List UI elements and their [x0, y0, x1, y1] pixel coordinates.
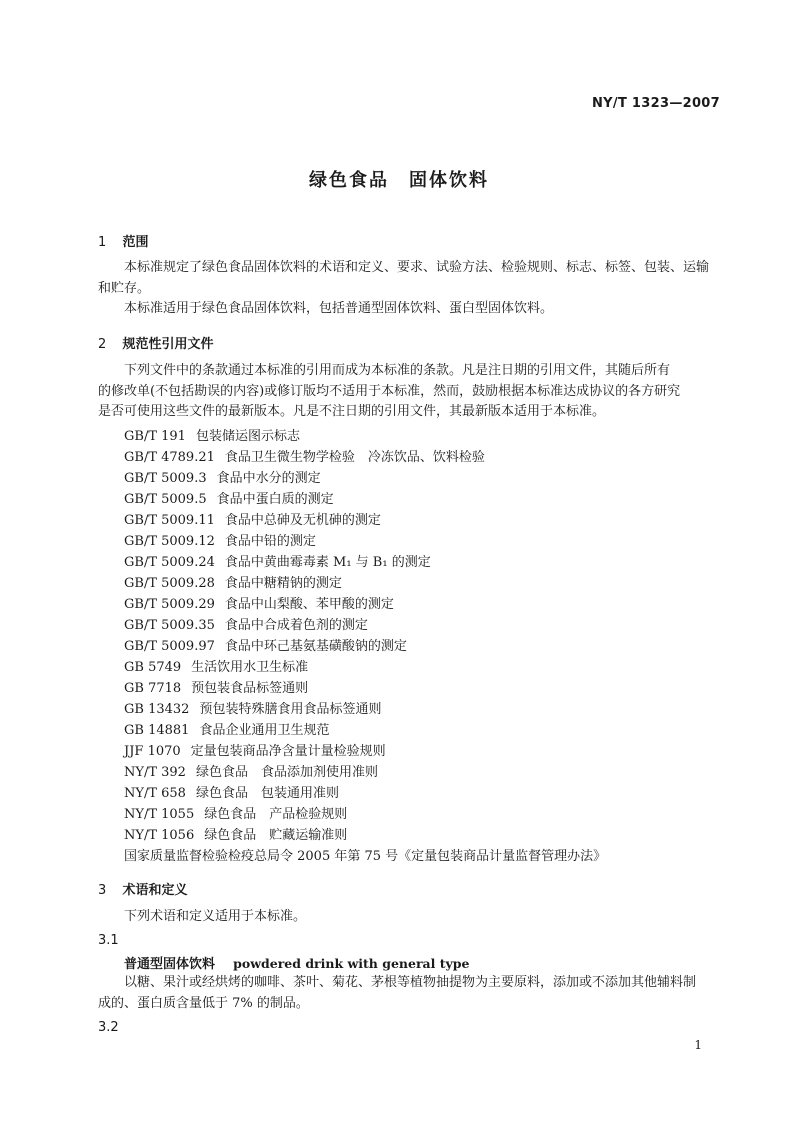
document-title: 绿色食品 固体饮料 — [309, 170, 489, 191]
reference-code: GB 13432 — [124, 702, 190, 717]
term-definition — [98, 973, 718, 1014]
reference-title: 食品中总砷及无机砷的测定 — [224, 513, 381, 528]
reference-title: 食品企业通用卫生规范 — [199, 723, 330, 738]
reference-item — [124, 468, 606, 489]
page-number: 1 — [694, 1038, 702, 1052]
text-line: 下列术语和定义适用于本标准。 — [124, 909, 307, 924]
section-1-paragraph-2 — [98, 299, 718, 320]
reference-title: 生活饮用水卫生标准 — [191, 660, 309, 675]
reference-code: GB/T 5009.29 — [124, 597, 215, 612]
reference-title: 预包装特殊膳食用食品标签通则 — [199, 702, 382, 717]
reference-item — [124, 615, 606, 636]
clause-3-2-number: 3.2 — [98, 1020, 119, 1035]
text-line: 下列文件中的条款通过本标准的引用而成为本标准的条款。凡是注日期的引用文件，其随后所有 — [124, 363, 671, 378]
reference-code: GB/T 5009.28 — [124, 576, 215, 591]
reference-title: 食品中黄曲霉毒素 M₁ 与 B₁ 的测定 — [224, 555, 431, 570]
section-title: 范围 — [122, 235, 149, 250]
reference-code: NY/T 392 — [124, 765, 186, 780]
reference-title: 定量包装商品净含量计量检验规则 — [190, 744, 386, 759]
reference-code: GB 14881 — [124, 723, 190, 738]
term-english: powdered drink with general type — [233, 956, 470, 971]
reference-title: 绿色食品 包装通用准则 — [195, 786, 339, 801]
reference-item — [124, 720, 606, 741]
reference-item — [124, 573, 606, 594]
reference-title: 食品中铅的测定 — [224, 534, 316, 549]
reference-code: JJF 1070 — [124, 744, 181, 759]
reference-item — [124, 594, 606, 615]
section-number: 1 — [98, 235, 107, 250]
section-number: 2 — [98, 337, 107, 352]
reference-code: NY/T 1056 — [124, 828, 195, 843]
text-line: 本标准适用于绿色食品固体饮料，包括普通型固体饮料、蛋白型固体饮料。 — [124, 301, 554, 316]
reference-item — [124, 657, 606, 678]
text-line: 以糖、果汁或经烘烤的咖啡、茶叶、菊花、茅根等植物抽提物为主要原料，添加或不添加其他辅料制 — [124, 975, 697, 990]
standard-code: NY/T 1323—2007 — [592, 96, 720, 111]
reference-code: GB/T 5009.35 — [124, 618, 215, 633]
section-title: 术语和定义 — [122, 883, 188, 898]
text-line: 和贮存。 — [98, 280, 151, 296]
reference-title: 绿色食品 食品添加剂使用准则 — [195, 765, 378, 780]
reference-item — [124, 426, 606, 447]
term-chinese: 普通型固体饮料 — [124, 957, 216, 972]
reference-title: 绿色食品 贮藏运输准则 — [204, 828, 348, 843]
text-line: 本标准规定了绿色食品固体饮料的术语和定义、要求、试验方法、检验规则、标志、标签、包装、运输 — [124, 260, 710, 275]
text-line: 的修改单(不包括勘误的内容)或修订版均不适用于本标准，然而，鼓励根据本标准达成协议的各方研究 — [98, 383, 681, 399]
reference-code: GB/T 5009.3 — [124, 471, 207, 486]
section-2-intro — [98, 361, 718, 423]
term-entry — [124, 953, 469, 972]
reference-item — [124, 510, 606, 531]
reference-code: GB/T 191 — [124, 429, 186, 444]
reference-title: 食品卫生微生物学检验 冷冻饮品、饮料检验 — [224, 450, 485, 465]
reference-code: NY/T 1055 — [124, 807, 195, 822]
reference-item — [124, 825, 606, 846]
reference-item — [124, 447, 606, 468]
reference-code: GB/T 5009.12 — [124, 534, 215, 549]
reference-item — [124, 741, 606, 762]
reference-title: 食品中蛋白质的测定 — [216, 492, 334, 507]
reference-title: 绿色食品 产品检验规则 — [204, 807, 348, 822]
normative-reference-list — [124, 426, 606, 867]
reference-code: NY/T 658 — [124, 786, 186, 801]
reference-code: GB/T 5009.5 — [124, 492, 207, 507]
reference-code: GB 5749 — [124, 660, 182, 675]
reference-title: 食品中环己基氨基磺酸钠的测定 — [224, 639, 407, 654]
reference-item — [124, 678, 606, 699]
section-1-heading — [98, 231, 149, 250]
clause-3-1-number: 3.1 — [98, 933, 119, 948]
reference-item — [124, 489, 606, 510]
text-line: 成的、蛋白质含量低于 7% 的制品。 — [98, 995, 309, 1011]
reference-decree: 国家质量监督检验检疫总局令 2005 年第 75 号《定量包装商品计量监督管理办法》 — [124, 849, 607, 864]
reference-item — [124, 531, 606, 552]
reference-code: GB/T 5009.97 — [124, 639, 215, 654]
reference-title: 食品中山梨酸、苯甲酸的测定 — [224, 597, 394, 612]
section-3-intro — [98, 907, 718, 928]
reference-code: GB/T 5009.24 — [124, 555, 215, 570]
section-3-heading — [98, 879, 188, 898]
reference-title: 预包装食品标签通则 — [191, 681, 309, 696]
reference-code: GB/T 5009.11 — [124, 513, 215, 528]
section-title: 规范性引用文件 — [122, 337, 214, 352]
reference-title: 食品中水分的测定 — [216, 471, 321, 486]
reference-item — [124, 552, 606, 573]
reference-title: 包装储运图示标志 — [195, 429, 300, 444]
reference-item — [124, 804, 606, 825]
reference-title: 食品中合成着色剂的测定 — [224, 618, 368, 633]
section-1-paragraph-1 — [98, 258, 718, 299]
reference-item — [124, 636, 606, 657]
section-number: 3 — [98, 883, 107, 898]
reference-code: GB/T 4789.21 — [124, 450, 215, 465]
reference-item — [124, 762, 606, 783]
reference-item — [124, 699, 606, 720]
reference-code: GB 7718 — [124, 681, 182, 696]
section-2-heading — [98, 333, 214, 352]
reference-title: 食品中糖精钠的测定 — [224, 576, 342, 591]
reference-item — [124, 783, 606, 804]
text-line: 是否可使用这些文件的最新版本。凡是不注日期的引用文件，其最新版本适用于本标准。 — [98, 404, 606, 419]
